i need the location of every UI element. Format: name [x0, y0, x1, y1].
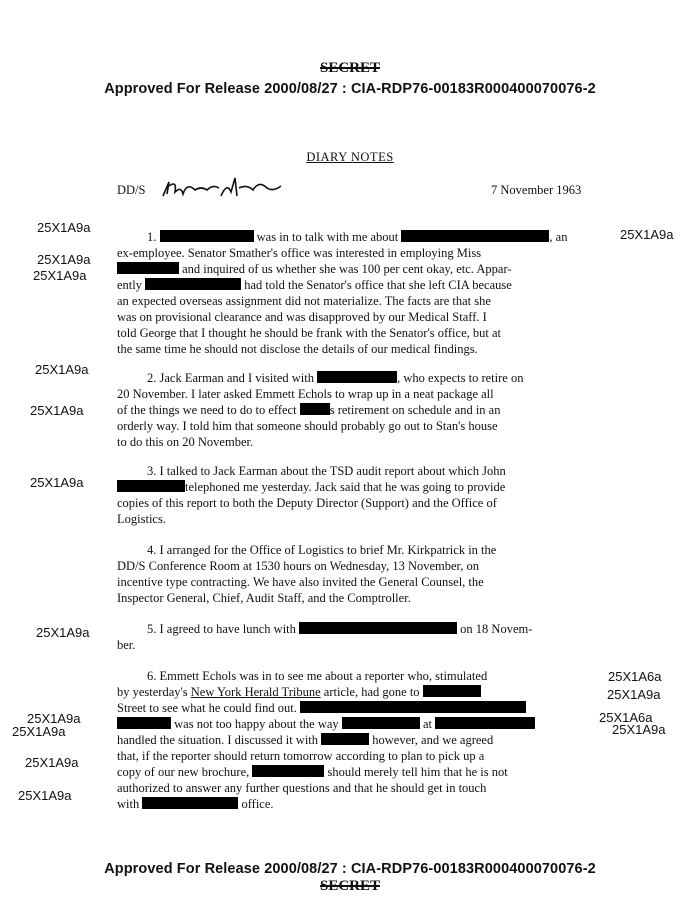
paragraph-6-line: 6. Emmett Echols was in to see me about a reporter who, stimulated — [147, 669, 488, 683]
margin-code: 25X1A9a — [25, 755, 79, 770]
redaction — [300, 403, 330, 415]
paragraph-4-line: DD/S Conference Room at 1530 hours on Wednesday, 13 November, on — [117, 559, 479, 573]
margin-code: 25X1A9a — [35, 362, 89, 377]
paragraph-1-line: the same time he should not disclose the details of our medical findings. — [117, 342, 478, 356]
paragraph-6-line: by yesterday's New York Herald Tribune article, had gone to — [117, 684, 597, 700]
margin-code: 25X1A9a — [607, 687, 661, 702]
paragraph-3-line: telephoned me yesterday. Jack said that he was going to provide — [117, 479, 597, 495]
paragraph-3-line: 3. I talked to Jack Earman about the TSD audit report about which John — [147, 464, 506, 478]
margin-code: 25X1A9a — [612, 722, 666, 737]
document-date: 7 November 1963 — [491, 183, 582, 197]
paragraph-2-line: to do this on 20 November. — [117, 435, 254, 449]
handwritten-signature — [155, 174, 285, 204]
paragraph-1-line: and inquired of us whether she was 100 per cent okay, etc. Appar- — [117, 261, 597, 277]
paragraph-1-line: was on provisional clearance and was disapproved by our Medical Staff. I — [117, 310, 487, 324]
paragraph-6-line: copy of our new brochure, should merely tell him that he is not — [117, 765, 508, 779]
paragraph-4-line: 4. I arranged for the Office of Logistics to brief Mr. Kirkpatrick in the — [147, 543, 497, 557]
margin-code: 25X1A9a — [27, 711, 81, 726]
paragraph-3-line: copies of this report to both the Deputy Director (Support) and the Office of — [117, 496, 497, 510]
paragraph-5-line: 5. I agreed to have lunch with on 18 Novem- — [147, 622, 533, 636]
redaction — [252, 765, 324, 777]
paragraph-3-line: Logistics. — [117, 512, 166, 526]
margin-code: 25X1A9a — [37, 220, 91, 235]
redaction — [117, 717, 171, 729]
top-classification-mark: SECRET — [319, 60, 381, 76]
paragraph-6-line: with office. — [117, 797, 274, 811]
paragraph-2-line: 20 November. I later asked Emmett Echols to wrap up in a neat package all — [117, 387, 494, 401]
redaction — [401, 230, 549, 242]
document-title: DIARY NOTES — [306, 150, 394, 164]
paragraph-5-line: ber. — [117, 638, 136, 652]
paragraph-4-line: Inspector General, Chief, Audit Staff, and the Comptroller. — [117, 591, 411, 605]
paragraph-1-line: told George that I thought he should be frank with the Senator's office, but at — [117, 326, 501, 340]
margin-code: 25X1A9a — [30, 475, 84, 490]
redaction — [317, 371, 397, 383]
paragraph-2-line: of the things we need to do to effect s retirement on schedule and in an — [117, 403, 501, 417]
paragraph-6-line: handled the situation. I discussed it with however, and we agreed — [117, 733, 494, 747]
paragraph-1-line: 1. was in to talk with me about , an — [147, 230, 568, 244]
redaction — [299, 622, 457, 634]
bottom-release-line: Approved For Release 2000/08/27 : CIA-RDP76-00183R000400070076-2 — [104, 861, 596, 877]
paragraph-1-line: ex-employee. Senator Smather's office was interested in employing Miss — [117, 246, 482, 260]
redaction — [117, 480, 185, 492]
paragraph-2-line: 2. Jack Earman and I visited with , who expects to retire on — [147, 371, 524, 385]
paragraph-6-line: authorized to answer any further questions and that he should get in touch — [117, 781, 487, 795]
newspaper-title: New York Herald Tribune — [190, 685, 321, 699]
margin-code: 25X1A9a — [36, 625, 90, 640]
margin-code: 25X1A9a — [18, 788, 72, 803]
margin-code: 25X1A9a — [12, 724, 66, 739]
redaction — [321, 733, 369, 745]
paragraph-6-line: that, if the reporter should return tomorrow according to plan to pick up a — [117, 749, 485, 763]
paragraph-6-line: was not too happy about the way at — [117, 716, 597, 732]
top-release-line: Approved For Release 2000/08/27 : CIA-RDP76-00183R000400070076-2 — [104, 81, 596, 97]
redaction — [117, 262, 179, 274]
redaction — [142, 797, 238, 809]
margin-code: 25X1A9a — [33, 268, 87, 283]
paragraph-1-line: an expected overseas assignment did not materialize. The facts are that she — [117, 294, 491, 308]
redaction — [435, 717, 535, 729]
redaction — [423, 685, 481, 697]
redaction — [160, 230, 254, 242]
margin-code: 25X1A6a — [608, 669, 662, 684]
redaction — [300, 701, 526, 713]
margin-code: 25X1A9a — [620, 227, 674, 242]
margin-code: 25X1A9a — [37, 252, 91, 267]
paragraph-6-line: Street to see what he could find out. — [117, 700, 597, 716]
paragraph-1-line: ently had told the Senator's office that she left CIA because — [117, 278, 512, 292]
paragraph-2-line: orderly way. I told him that someone should probably go out to Stan's house — [117, 419, 498, 433]
margin-code: 25X1A6a — [599, 710, 653, 725]
margin-code: 25X1A9a — [30, 403, 84, 418]
redaction — [145, 278, 241, 290]
paragraph-4-line: incentive type contracting. We have also invited the General Counsel, the — [117, 575, 484, 589]
bottom-classification-mark: SECRET — [319, 878, 381, 894]
redaction — [342, 717, 420, 729]
from-office: DD/S — [117, 183, 146, 197]
